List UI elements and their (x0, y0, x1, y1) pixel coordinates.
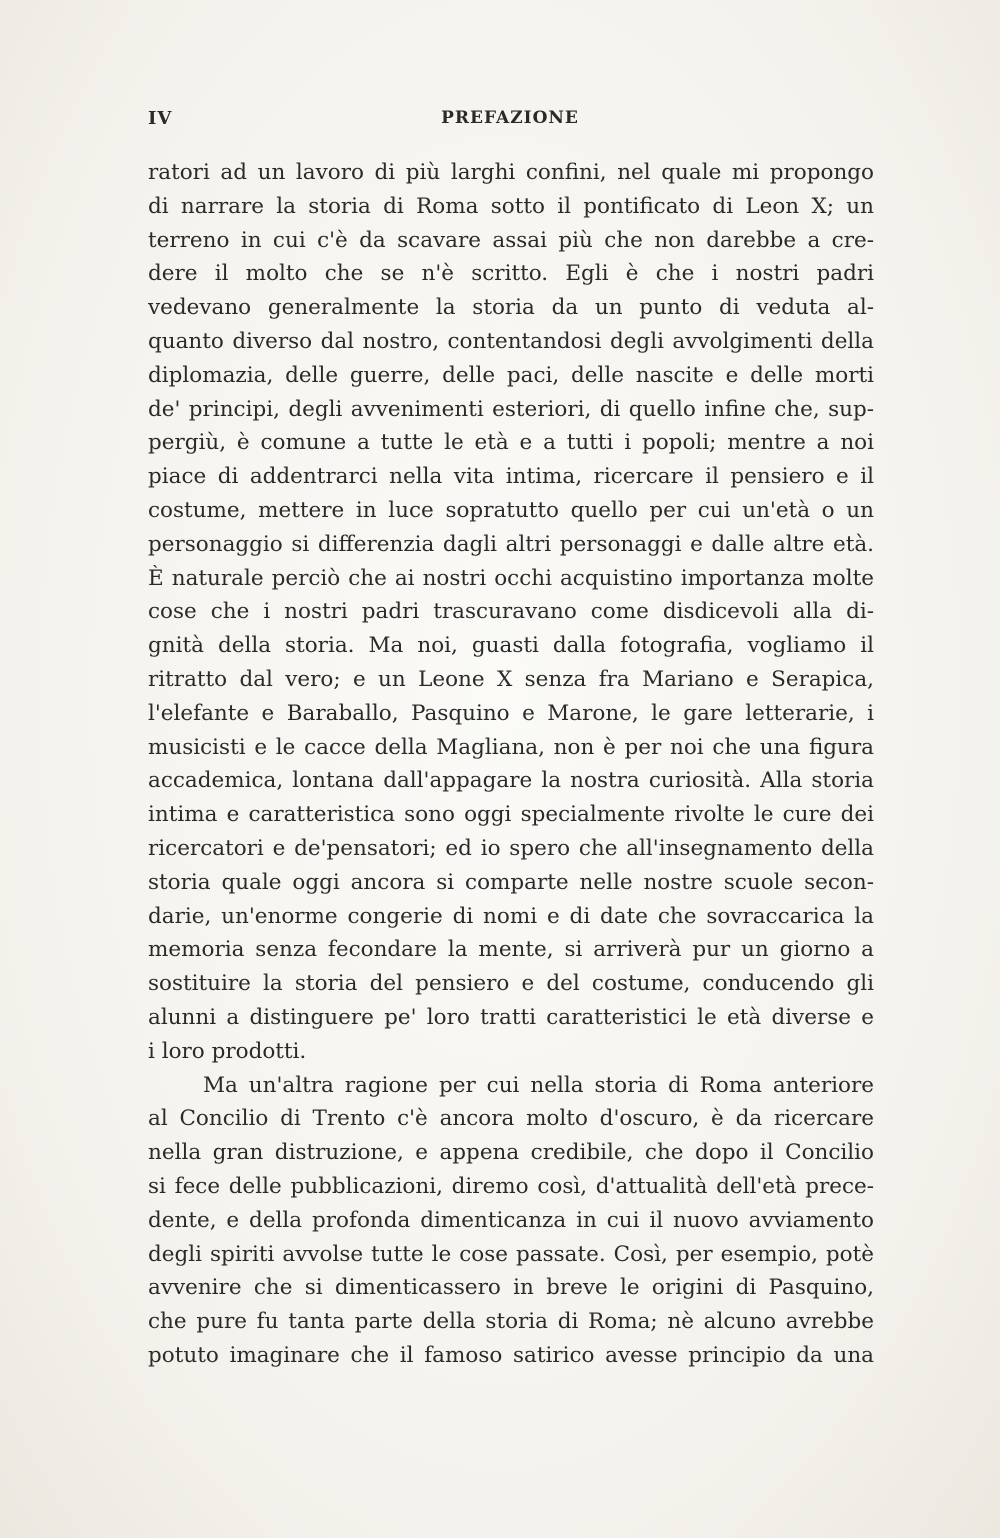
text-line: degli spiriti avvolse tutte le cose passate. Così, per esempio, potè (148, 1241, 874, 1267)
text-line: darie, un'enorme congerie di nomi e di date che sovraccarica la (148, 903, 874, 929)
text-line: musicisti e le cacce della Magliana, non è per noi che una figura (148, 734, 874, 760)
text-line: diplomazia, delle guerre, delle paci, delle nascite e delle morti (148, 362, 874, 388)
text-line: personaggio si differenzia dagli altri personaggi e dalle altre età. (148, 531, 874, 557)
text-line: intima e caratteristica sono oggi specialmente rivolte le cure dei (148, 802, 874, 828)
text-line: È naturale perciò che ai nostri occhi acquistino importanza molte (148, 565, 874, 591)
page-number: IV (148, 108, 173, 129)
paragraph-start-line: Ma un'altra ragione per cui nella storia di Roma anteriore (203, 1072, 874, 1098)
text-line: ricercatori e de'pensatori; ed io spero che all'insegnamento della (148, 835, 874, 861)
text-line: storia quale oggi ancora si comparte nelle nostre scuole secon- (148, 869, 874, 895)
text-line: ritratto dal vero; e un Leone X senza fra Mariano e Serapica, (148, 666, 874, 692)
text-line: sostituire la storia del pensiero e del costume, conducendo gli (148, 971, 874, 997)
text-line: ratori ad un lavoro di più larghi confini, nel quale mi propongo (148, 160, 874, 185)
text-line: di narrare la storia di Roma sotto il pontificato di Leon X; un (148, 193, 874, 219)
text-line: l'elefante e Baraballo, Pasquino e Marone, le gare letterarie, i (148, 700, 874, 726)
text-line: nella gran distruzione, e appena credibile, che dopo il Concilio (148, 1140, 874, 1166)
text-line: i loro prodotti. (148, 1038, 307, 1064)
text-line: accademica, lontana dall'appagare la nostra curiosità. Alla storia (148, 768, 874, 794)
text-line: avvenire che si dimenticassero in breve le origini di Pasquino, (148, 1275, 874, 1301)
text-line: quanto diverso dal nostro, contentandosi degli avvolgimenti della (148, 328, 874, 354)
text-line: dente, e della profonda dimenticanza in cui il nuovo avviamento (148, 1207, 874, 1233)
text-line: che pure fu tanta parte della storia di Roma; nè alcuno avrebbe (148, 1309, 874, 1335)
text-line: al Concilio di Trento c'è ancora molto d'oscuro, è da ricercare (148, 1106, 874, 1132)
text-line: gnità della storia. Ma noi, guasti dalla fotografia, vogliamo il (148, 633, 874, 659)
text-line: terreno in cui c'è da scavare assai più che non darebbe a cre- (148, 227, 874, 253)
text-line: de' principi, degli avvenimenti esteriori, di quello infine che, sup- (148, 396, 874, 422)
text-line: cose che i nostri padri trascuravano come disdicevoli alla di- (148, 599, 874, 625)
body-text (148, 156, 874, 1373)
text-line: piace di addentrarci nella vita intima, ricercare il pensiero e il (148, 464, 874, 490)
text-line: si fece delle pubblicazioni, diremo così, d'attualità dell'età prece- (148, 1173, 874, 1199)
text-line: pergiù, è comune a tutte le età e a tutti i popoli; mentre a noi (148, 430, 874, 456)
text-line: costume, mettere in luce sopratutto quello per cui un'età o un (148, 497, 874, 523)
text-line: memoria senza fecondare la mente, si arriverà pur un giorno a (148, 937, 874, 963)
text-line: alunni a distinguere pe' loro tratti caratteristici le età diverse e (148, 1004, 874, 1030)
text-line: potuto imaginare che il famoso satirico avesse principio da una (148, 1342, 874, 1368)
page-header (148, 108, 872, 136)
running-title: PREFAZIONE (441, 108, 579, 128)
text-line: vedevano generalmente la storia da un punto di veduta al- (148, 295, 874, 321)
text-line: dere il molto che se n'è scritto. Egli è che i nostri padri (148, 261, 874, 287)
